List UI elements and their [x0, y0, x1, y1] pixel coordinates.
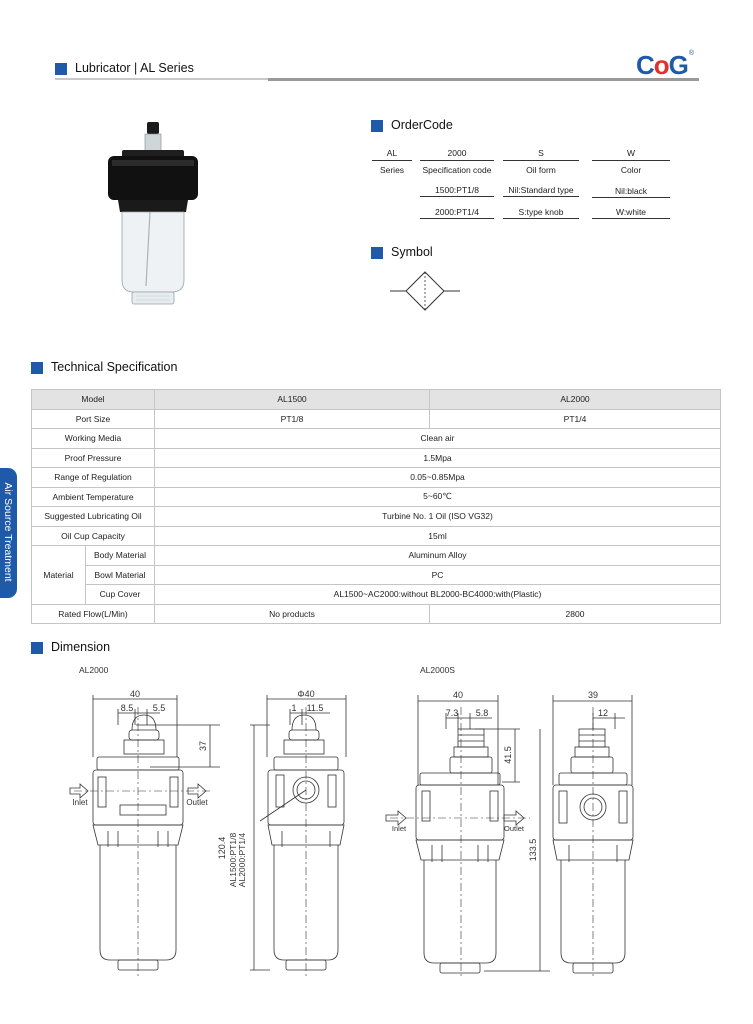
ordercode-line	[592, 197, 670, 198]
page-title: Lubricator | AL Series	[75, 61, 194, 75]
table-row	[32, 448, 721, 468]
dimension-left-label: AL2000	[79, 665, 109, 675]
dimension-square-icon	[31, 642, 43, 654]
header-square-icon	[55, 63, 67, 75]
al2000-port-spec: AL1500:PT1/8	[228, 832, 238, 888]
al2000-side-width: Φ40	[297, 689, 315, 699]
spec-cell: PT1/8	[155, 409, 430, 429]
ordercode-line	[503, 196, 579, 197]
ordercode-option: Nil:black	[614, 186, 648, 196]
techspec-square-icon	[31, 362, 43, 374]
ordercode-line	[592, 160, 670, 161]
al2000s-side-dim: 12	[597, 708, 609, 718]
al2000-front-width: 40	[129, 689, 141, 699]
table-row	[32, 526, 721, 546]
ordercode-option: 1500:PT1/8	[435, 185, 479, 195]
al2000s-front-top-height: 41.5	[503, 746, 513, 764]
spec-cell: Range of Regulation	[32, 468, 155, 488]
ordercode-option: S:type knob	[518, 207, 564, 217]
spec-cell: 15ml	[155, 526, 721, 546]
page-header	[55, 61, 194, 75]
spec-cell: Bowl Material	[86, 565, 155, 585]
brand-logo: CoG®	[636, 50, 694, 80]
al2000-front-dim-b: 5.5	[152, 703, 166, 713]
spec-cell: 2800	[430, 604, 721, 624]
lubricator-symbol-icon	[388, 268, 462, 314]
al2000s-front-dim-a: 7.3	[445, 708, 459, 718]
spec-cell: Aluminum Alloy	[155, 546, 721, 566]
ordercode-label-color: Color	[620, 165, 642, 175]
ordercode-line	[420, 160, 494, 161]
table-row	[32, 429, 721, 449]
al2000s-side-width: 39	[587, 690, 599, 700]
header-rule-accent	[268, 78, 699, 81]
table-row	[32, 585, 721, 605]
ordercode-code-spec: 2000	[447, 148, 467, 158]
ordercode-code-series: AL	[386, 148, 398, 158]
ordercode-line	[420, 218, 494, 219]
symbol-title: Symbol	[371, 245, 433, 259]
al2000s-outlet-label: Outlet	[503, 824, 525, 833]
ordercode-label-oil: Oil form	[526, 165, 556, 175]
table-row	[32, 409, 721, 429]
table-row	[32, 546, 721, 566]
spec-cell: Body Material	[86, 546, 155, 566]
spec-cell: Ambient Temperature	[32, 487, 155, 507]
ordercode-code-color: W	[626, 148, 636, 158]
al2000-inlet-label: Inlet	[72, 798, 88, 807]
ordercode-square-icon	[371, 120, 383, 132]
ordercode-option: W:white	[615, 207, 647, 217]
al2000s-front-width: 40	[452, 690, 464, 700]
spec-cell: AL1500~AC2000:without BL2000-BC4000:with(Plastic)	[155, 585, 721, 605]
al2000-outlet-label: Outlet	[186, 798, 208, 807]
spec-cell: Cup Cover	[86, 585, 155, 605]
table-row	[32, 565, 721, 585]
ordercode-code-oil: S	[538, 148, 544, 158]
spec-cell: Oil Cup Capacity	[32, 526, 155, 546]
al2000-front-height: 37	[198, 740, 208, 752]
ordercode-option: Nil:Standard type	[508, 185, 574, 195]
spec-cell: Material	[32, 546, 86, 605]
table-row	[32, 604, 721, 624]
al2000-front-drawing	[60, 685, 230, 985]
al2000-side-dim-a: 1	[291, 703, 297, 713]
spec-cell: 0.05~0.85Mpa	[155, 468, 721, 488]
al2000s-front-height: 133.5	[528, 838, 538, 862]
ordercode-title: OrderCode	[371, 118, 453, 132]
side-category-tab[interactable]	[0, 468, 17, 598]
al2000-side-drawing	[210, 685, 360, 985]
ordercode-line	[503, 160, 579, 161]
ordercode-line	[592, 218, 670, 219]
spec-cell: Model	[32, 390, 155, 410]
ordercode-line	[372, 160, 412, 161]
al2000-side-dim-b: 11.5	[306, 703, 324, 713]
table-row	[32, 507, 721, 527]
ordercode-option: 2000:PT1/4	[435, 207, 479, 217]
spec-cell: Turbine No. 1 Oil (ISO VG32)	[155, 507, 721, 527]
table-row	[32, 390, 721, 410]
ordercode-line	[503, 218, 579, 219]
ordercode-line	[420, 196, 494, 197]
spec-cell: Suggested Lubricating Oil	[32, 507, 155, 527]
dimension-right-label: AL2000S	[420, 665, 455, 675]
al2000s-front-dim-b: 5.8	[475, 708, 489, 718]
spec-cell: AL2000	[430, 390, 721, 410]
spec-cell: 5~60℃	[155, 487, 721, 507]
spec-cell: PT1/4	[430, 409, 721, 429]
al2000-port-spec: AL2000:PT1/4	[237, 832, 247, 888]
dimension-title: Dimension	[31, 640, 110, 654]
spec-table	[31, 389, 721, 624]
spec-cell: No products	[155, 604, 430, 624]
spec-cell: Proof Pressure	[32, 448, 155, 468]
al2000-side-height: 120.4	[217, 836, 227, 860]
ordercode-label-series: Series	[379, 165, 405, 175]
ordercode-label-spec: Specification code	[422, 165, 492, 175]
al2000-front-dim-a: 8.5	[120, 703, 134, 713]
spec-cell: 1.5Mpa	[155, 448, 721, 468]
side-tab-label: Air Source Treatment	[2, 482, 14, 582]
spec-cell: Rated Flow(L/Min)	[32, 604, 155, 624]
product-image	[100, 120, 210, 310]
spec-cell: PC	[155, 565, 721, 585]
al2000s-side-drawing	[545, 685, 645, 985]
al2000s-front-drawing	[380, 685, 550, 985]
spec-cell: AL1500	[155, 390, 430, 410]
table-row	[32, 468, 721, 488]
spec-cell: Working Media	[32, 429, 155, 449]
spec-cell: Clean air	[155, 429, 721, 449]
techspec-title: Technical Specification	[31, 360, 177, 374]
al2000s-inlet-label: Inlet	[391, 824, 407, 833]
table-row	[32, 487, 721, 507]
spec-cell: Port Size	[32, 409, 155, 429]
symbol-square-icon	[371, 247, 383, 259]
